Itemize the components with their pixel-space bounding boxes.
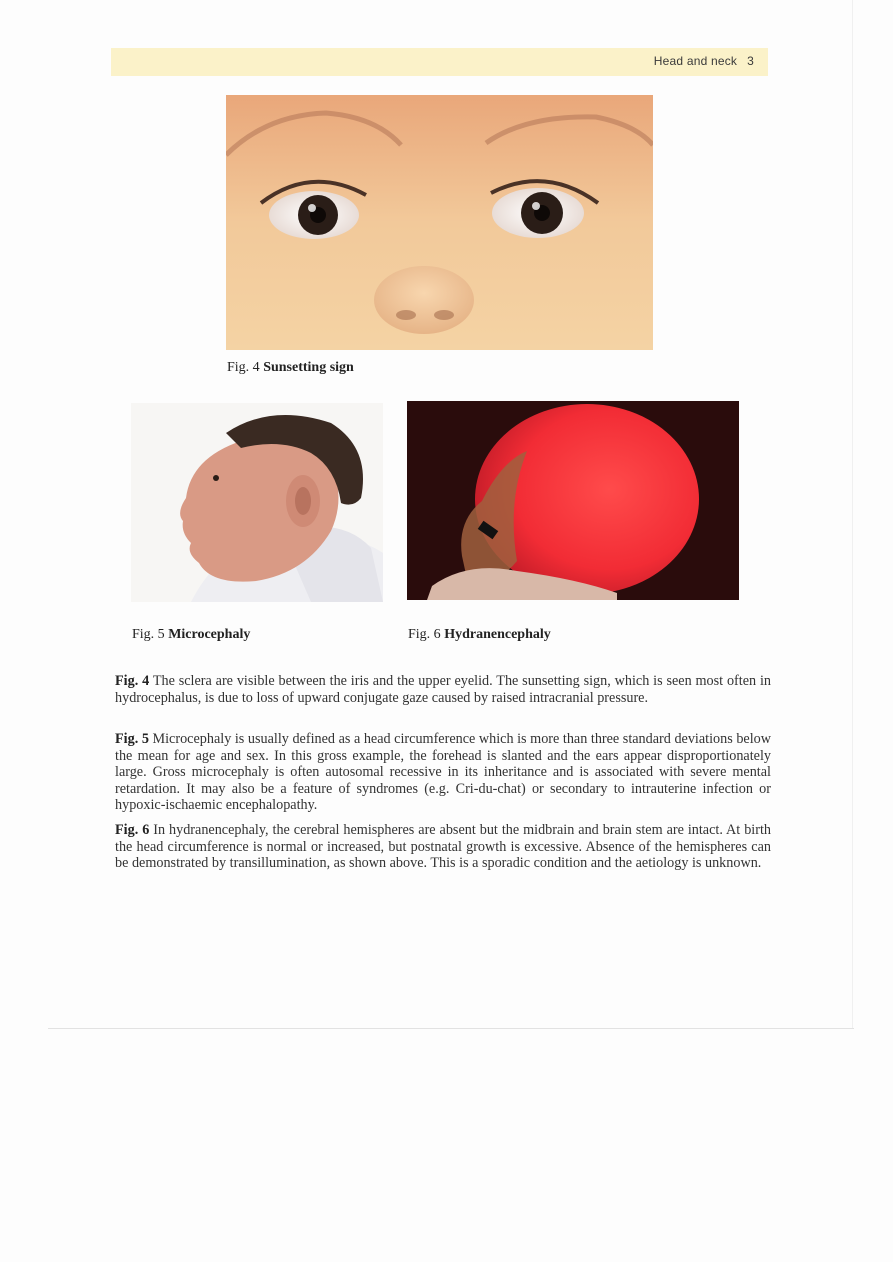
fig5-description-text: Microcephaly is usually defined as a head circumference which is more than three standard deviations below the mean for age and sex. In this gross example, the forehead is slanted and the ears appear disproportionately large. Gross microcephaly is often autosomal recessive in its inheritance and is associated with severe mental retardation. It may also be a feature of syndromes (e.g. Cri-du-chat) or secondary to intrauterine infection or hypoxic-ischaemic encephalopathy. xyxy=(115,731,771,814)
fig4-description xyxy=(115,673,771,706)
fig5-caption-label: Fig. 5 xyxy=(132,627,165,642)
fig4-description-label: Fig. 4 xyxy=(115,673,150,689)
fig6-caption-label: Fig. 6 xyxy=(408,627,441,642)
fig5-caption-title: Microcephaly xyxy=(168,627,251,642)
fig5-caption xyxy=(132,627,250,643)
fig5-photo xyxy=(131,403,383,602)
page-number: 3 xyxy=(747,54,754,68)
fig6-description xyxy=(115,822,771,872)
fig5-description-label: Fig. 5 xyxy=(115,731,149,747)
running-header xyxy=(654,54,754,68)
fig6-caption-title: Hydranencephaly xyxy=(444,627,551,642)
page-right-edge xyxy=(852,0,853,1028)
fig5-description xyxy=(115,731,771,814)
page-bottom-edge xyxy=(48,1028,854,1029)
fig4-caption-label: Fig. 4 xyxy=(227,360,260,375)
fig6-caption xyxy=(408,627,551,643)
fig6-photo xyxy=(407,401,739,600)
running-header-band xyxy=(111,48,768,76)
fig4-caption xyxy=(227,360,354,376)
fig4-photo xyxy=(226,95,653,350)
fig4-caption-title: Sunsetting sign xyxy=(263,360,354,375)
fig6-description-text: In hydranencephaly, the cerebral hemispheres are absent but the midbrain and brain stem are intact. At birth the head circumference is normal or increased, but postnatal growth is excessive. Absence of the hemispheres can be demonstrated by transillumination, as shown above. This is a sporadic condition and the aetiology is unknown. xyxy=(115,822,771,872)
fig4-description-text: The sclera are visible between the iris and the upper eyelid. The sunsetting sign, which is seen most often in hydrocephalus, is due to loss of upward conjugate gaze caused by raised intracranial pressure. xyxy=(115,673,772,706)
running-title: Head and neck xyxy=(653,54,738,68)
fig6-description-label: Fig. 6 xyxy=(115,822,150,838)
